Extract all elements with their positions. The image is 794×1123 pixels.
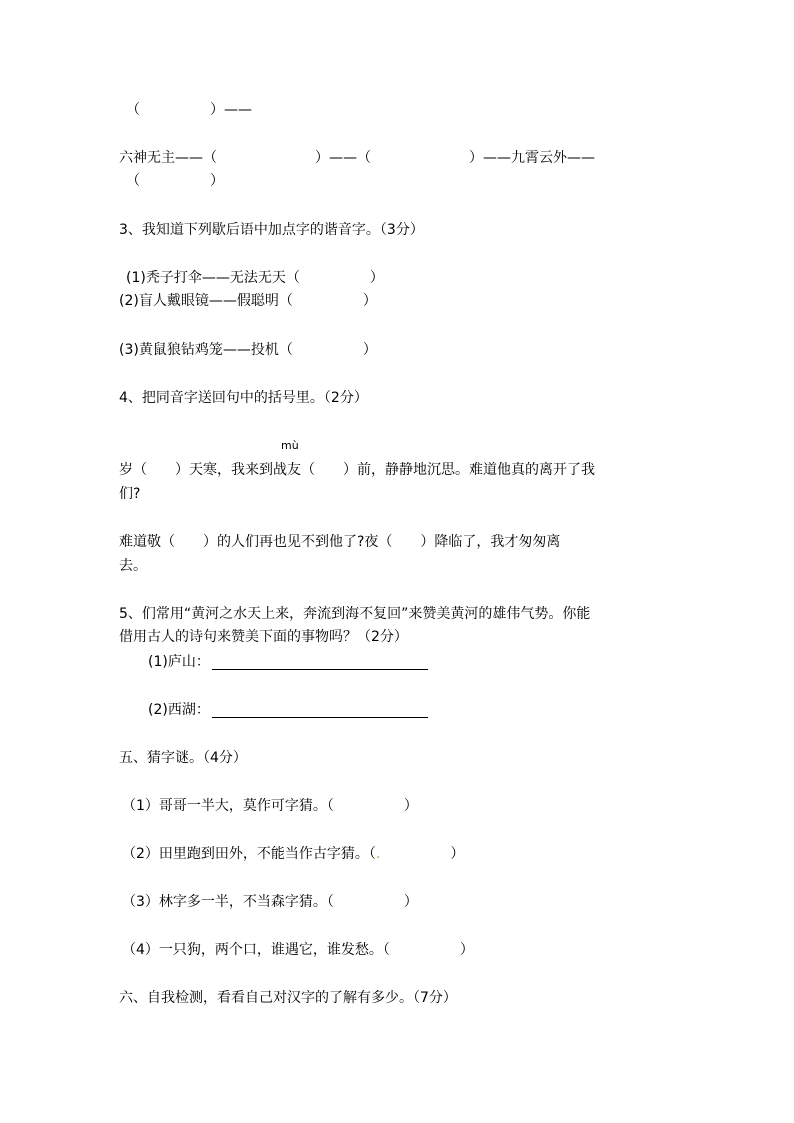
question-3-title: 3、我知道下列歇后语中加点字的谐音字。（3分） xyxy=(119,222,424,238)
question-4-sentence-1: 岁（ ）天寒，我来到战友（ ）前，静静地沉思。难道他真的离开了我 xyxy=(119,462,595,478)
question-4-title: 4、把同音字送回句中的括号里。（2分） xyxy=(119,390,368,406)
riddle-2 xyxy=(122,845,464,863)
question-4-sentence-2-cont: 去。 xyxy=(119,558,147,574)
riddle-2-dot: . xyxy=(375,846,381,862)
riddle-1: （1）哥哥一半大，莫作可字猜。（ ） xyxy=(122,798,418,814)
question-3-item-2: (2)盲人戴眼镜——假聪明（ ） xyxy=(119,293,377,309)
question-5-item-1 xyxy=(148,653,428,671)
question-4-sentence-2: 难道敬（ ）的人们再也见不到他了?夜（ ）降临了，我才匆匆离 xyxy=(119,534,561,550)
question-5-item-1-label: (1)庐山： xyxy=(148,654,210,670)
question-5-title: 5、们常用“黄河之水天上来，奔流到海不复回”来赞美黄河的雄伟气势。你能 xyxy=(119,606,591,622)
idiom-chain-line-2: 六神无主——（ ）——（ ）——九霄云外—— xyxy=(119,150,595,166)
question-3-item-1: (1)秃子打伞——无法无天（ ） xyxy=(126,270,384,286)
question-5-item-2 xyxy=(148,701,428,719)
riddle-2-text: （2）田里跑到田外，不能当作古字猜。（ xyxy=(122,846,376,862)
riddle-2-bracket: ） xyxy=(380,846,465,862)
riddle-3: （3）林字多一半，不当森字猜。（ ） xyxy=(122,894,418,910)
section-5-title: 五、猜字谜。（4分） xyxy=(119,750,247,766)
question-5-item-2-label: (2)西湖： xyxy=(148,702,210,718)
riddle-4: （4）一只狗，两个口，谁遇它，谁发愁。（ ） xyxy=(122,942,474,958)
idiom-chain-line-1: （ ）—— xyxy=(126,102,252,118)
idiom-chain-line-3: （ ） xyxy=(126,173,224,189)
question-3-item-3: (3)黄鼠狼钻鸡笼——投机（ ） xyxy=(119,342,377,358)
answer-blank-xihu[interactable] xyxy=(212,702,428,718)
question-4-sentence-1-cont: 们? xyxy=(119,486,141,502)
question-5-title-cont: 借用古人的诗句来赞美下面的事物吗？（2分） xyxy=(119,629,408,645)
section-6-title: 六、自我检测，看看自己对汉字的了解有多少。（7分） xyxy=(119,990,457,1006)
answer-blank-lushan[interactable] xyxy=(212,654,428,670)
question-4-pinyin: mù xyxy=(281,439,299,452)
